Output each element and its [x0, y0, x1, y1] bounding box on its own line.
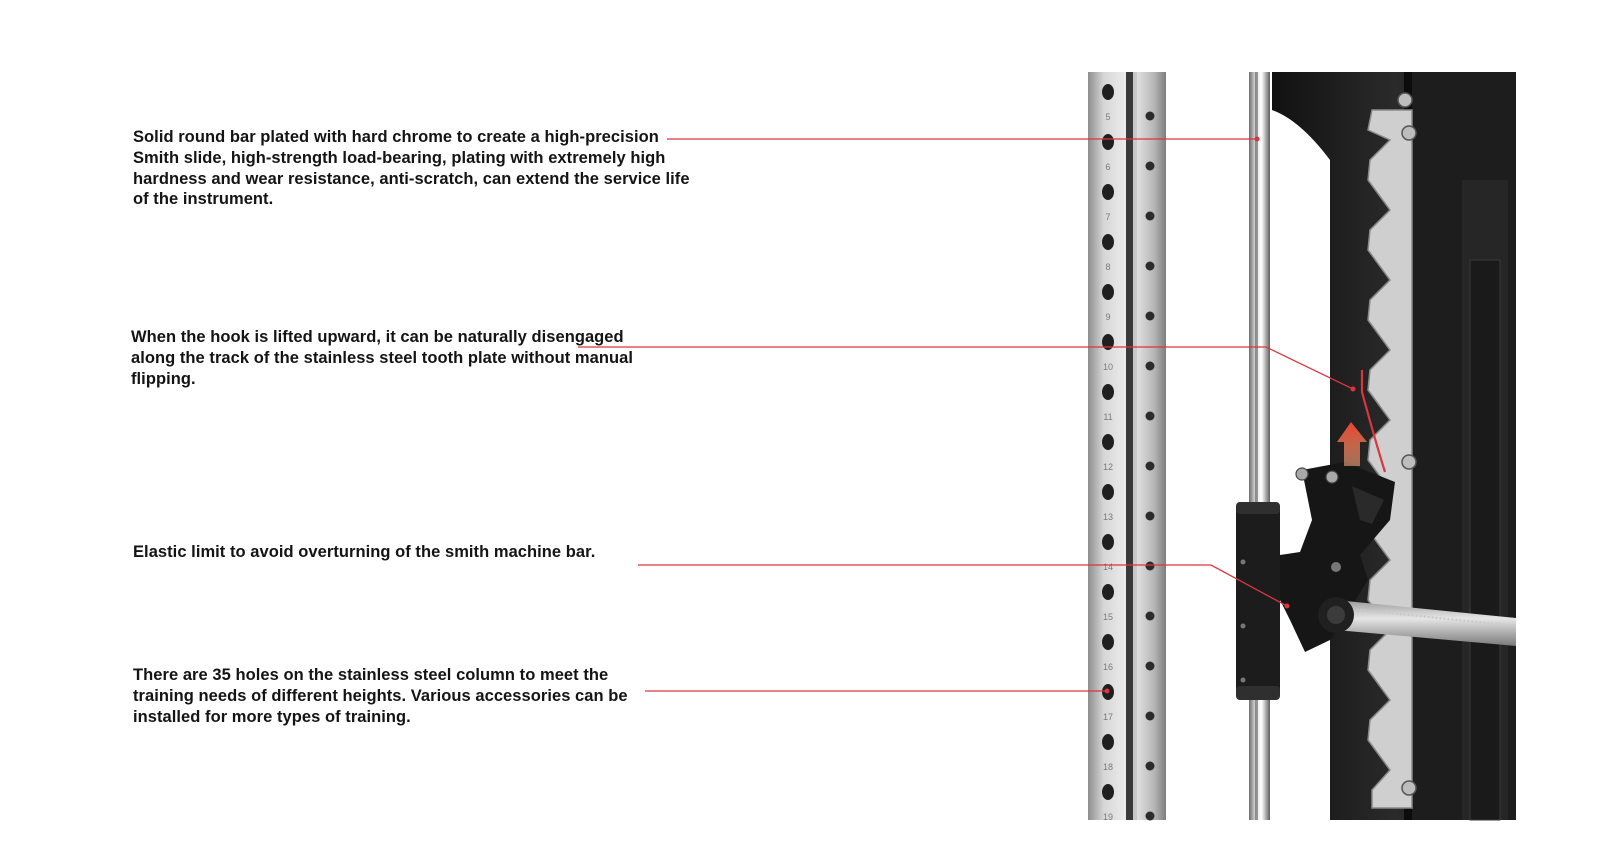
column-hole-number: 19 [1102, 812, 1114, 822]
column-hole-number: 12 [1102, 462, 1114, 472]
column-side-hole [1146, 112, 1155, 121]
column-side-hole [1146, 762, 1155, 771]
column-side-hole [1146, 462, 1155, 471]
column-side-hole [1146, 612, 1155, 621]
callout-hook: When the hook is lifted upward, it can be naturally disengaged along the track of the stainless steel tooth plate without manual flipping. [131, 328, 633, 388]
column-hole-number: 13 [1102, 512, 1114, 522]
column-hole [1102, 134, 1114, 150]
column-side-hole [1146, 712, 1155, 721]
column-hole [1102, 284, 1114, 300]
column-hole [1102, 84, 1114, 100]
column-hole-number: 8 [1105, 262, 1111, 272]
column-hole-number: 11 [1103, 412, 1113, 422]
column-hole-number: 7 [1105, 212, 1111, 222]
column-hole [1102, 534, 1114, 550]
column-hole [1102, 634, 1114, 650]
callout-chrome-bar: Solid round bar plated with hard chrome to create a high-precision Smith slide, high-strength load-bearing, plating with extremely high hardness and wear resistance, anti-scratch, can extend the service life of the instrument. [133, 128, 690, 209]
column-hole [1102, 234, 1114, 250]
column-hole-number: 14 [1102, 562, 1114, 572]
column-hole [1102, 184, 1114, 200]
column-hole-number: 15 [1102, 612, 1114, 622]
column-side-hole [1146, 312, 1155, 321]
column-hole-number: 6 [1105, 162, 1111, 172]
column-side-hole [1146, 362, 1155, 371]
column-side-hole [1146, 662, 1155, 671]
callout-column-holes: There are 35 holes on the stainless steel column to meet the training needs of different heights. Various accessories can be installed for more types of training. [133, 666, 628, 726]
column-hole-number: 16 [1102, 662, 1114, 672]
column-hole-number: 17 [1102, 712, 1114, 722]
stainless-steel-column [1088, 72, 1166, 822]
column-hole [1102, 734, 1114, 750]
column-hole-number: 5 [1105, 112, 1111, 122]
column-hole [1102, 434, 1114, 450]
leader-line-elastic-limit [638, 565, 1287, 606]
column-hole [1102, 484, 1114, 500]
chrome-guide-rod [1249, 72, 1270, 820]
leader-line-hook [578, 347, 1353, 389]
column-side-hole [1146, 412, 1155, 421]
column-hole [1102, 384, 1114, 400]
column-hole [1102, 784, 1114, 800]
column-hole [1102, 584, 1114, 600]
column-side-hole [1146, 212, 1155, 221]
column-hole-number: 10 [1102, 362, 1114, 372]
column-hole-number: 18 [1102, 762, 1114, 772]
column-side-hole [1146, 262, 1155, 271]
column-side-hole [1146, 562, 1155, 571]
column-side-hole [1146, 162, 1155, 171]
column-side-hole [1146, 512, 1155, 521]
callout-elastic-limit: Elastic limit to avoid overturning of the smith machine bar. [133, 543, 596, 561]
column-side-hole [1146, 812, 1155, 821]
column-hole-number: 9 [1105, 312, 1111, 322]
